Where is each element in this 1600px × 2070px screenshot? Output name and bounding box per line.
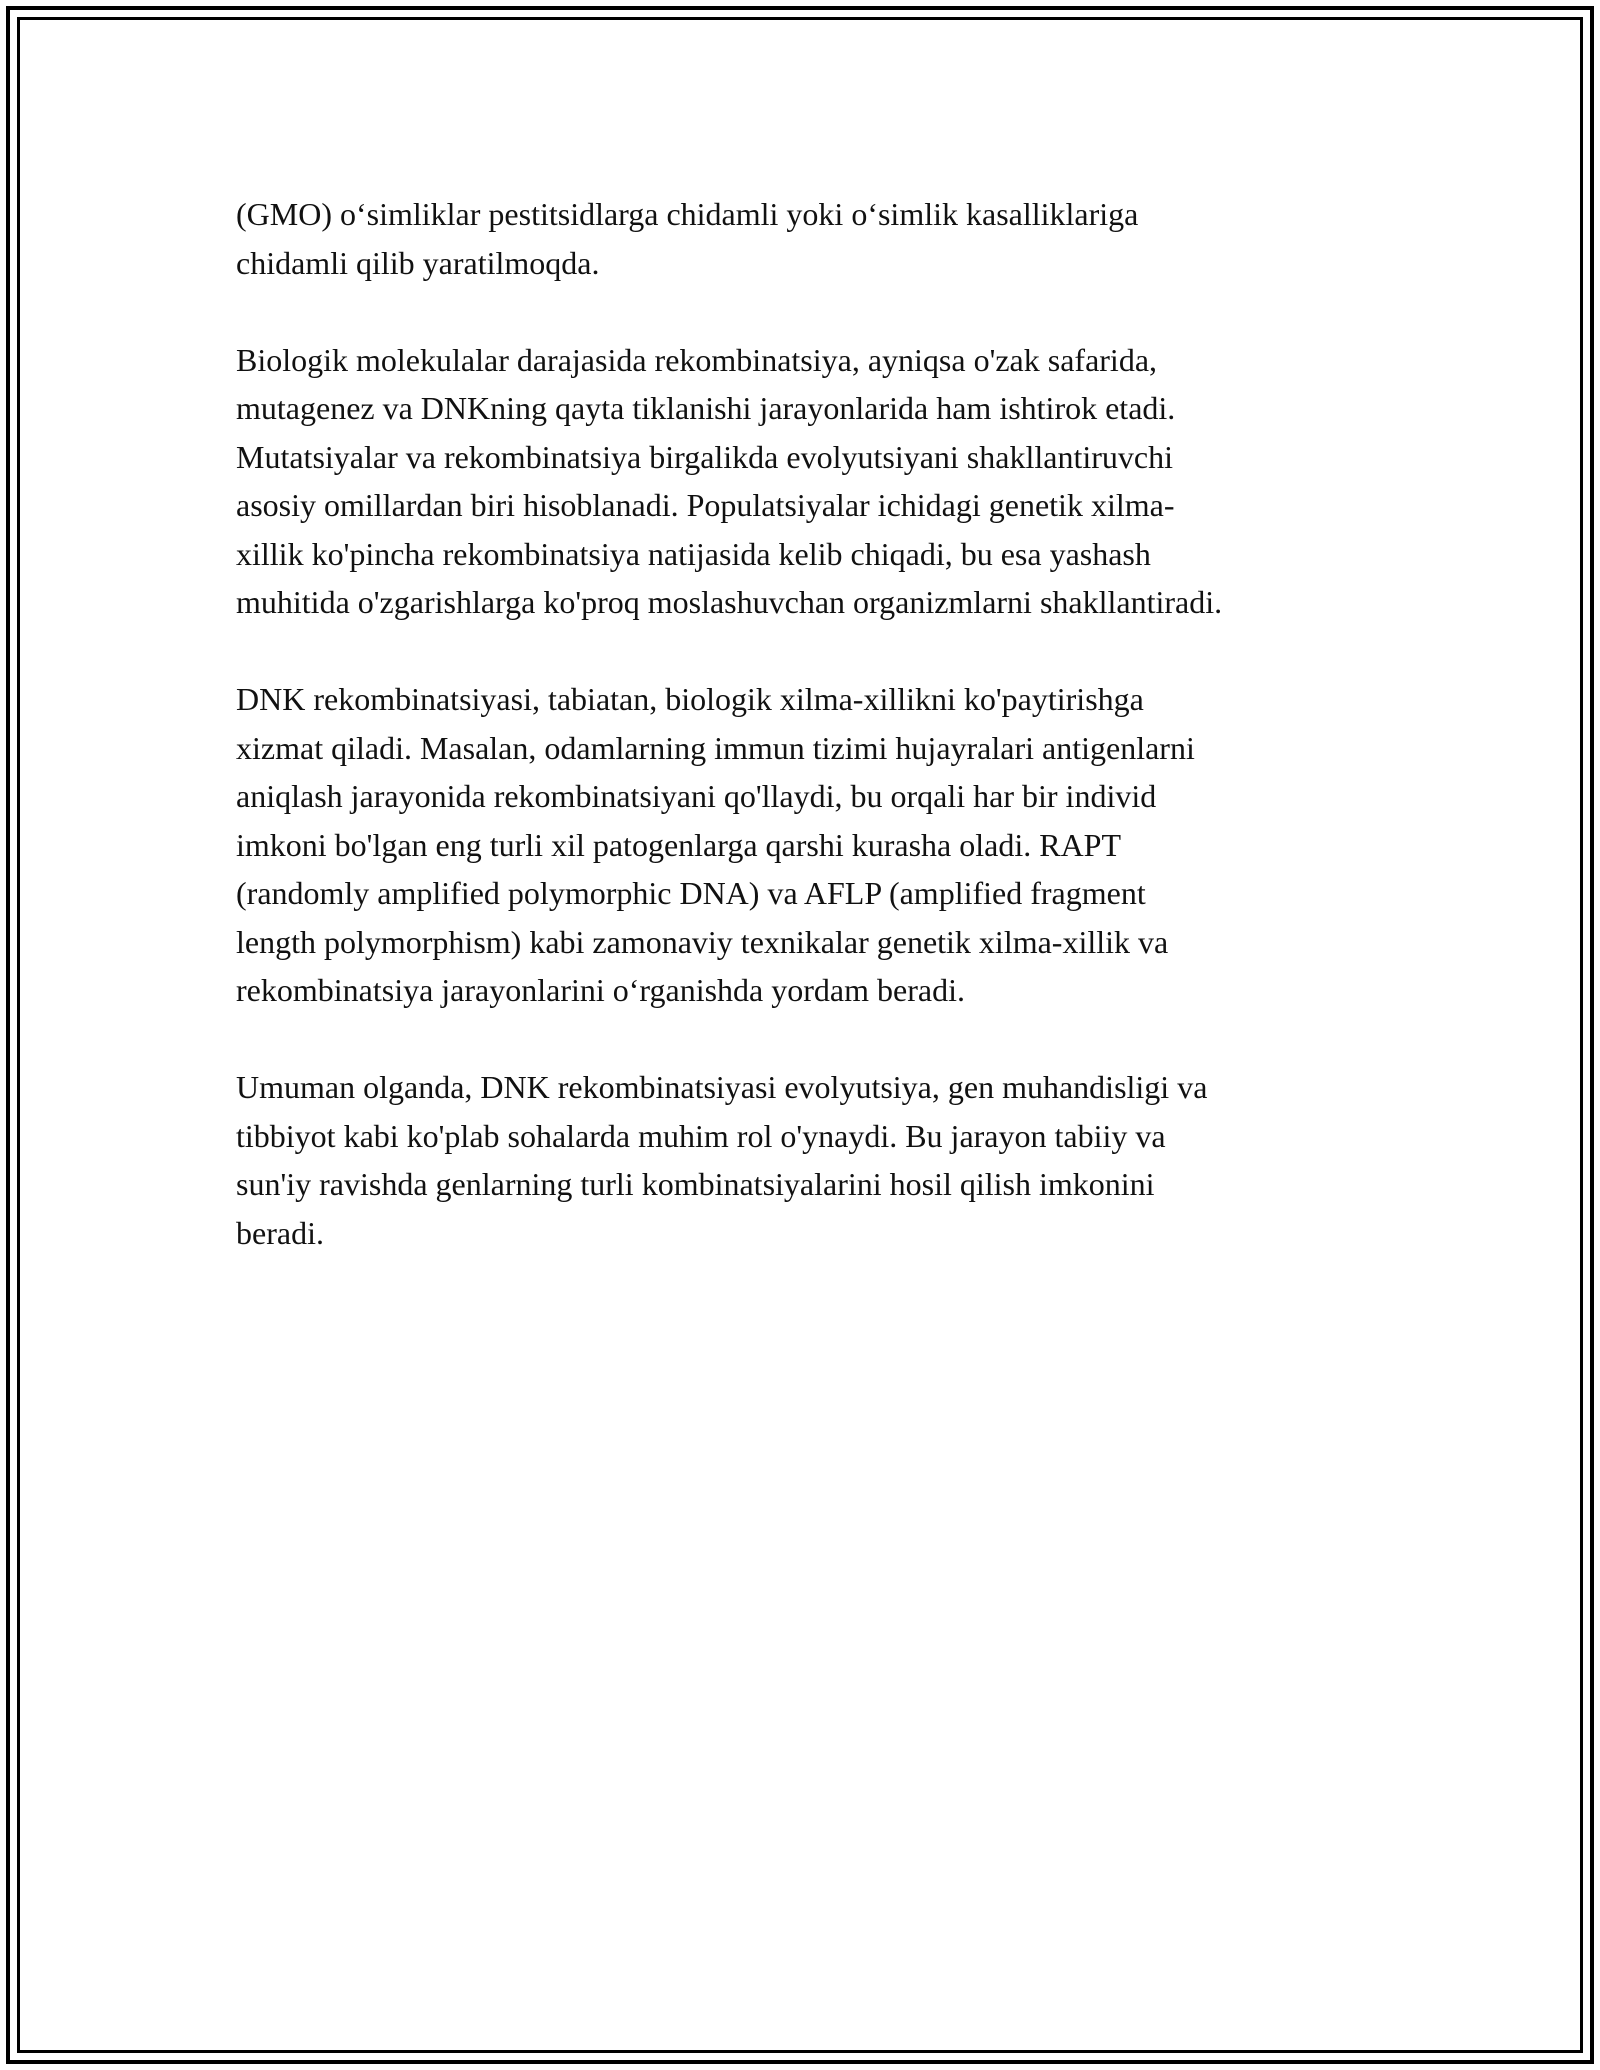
text-line: tibbiyot kabi ko'plab sohalarda muhim rol o'ynaydi. Bu jarayon tabiiy va xyxy=(236,1117,1166,1154)
text-line: Biologik molekulalar darajasida rekombinatsiya, ayniqsa o'zak safarida, xyxy=(236,341,1158,378)
paragraph-molecular-recombination xyxy=(236,336,1396,627)
text-line: chidamli qilib yaratilmoqda. xyxy=(236,244,600,281)
text-line: length polymorphism) kabi zamonaviy texnikalar genetik xilma-xillik va xyxy=(236,923,1169,960)
text-line: beradi. xyxy=(236,1214,324,1251)
text-line: aniqlash jarayonida rekombinatsiyani qo'llaydi, bu orqali har bir individ xyxy=(236,778,1157,814)
text-line: (GMO) o‘simliklar pestitsidlarga chidamli yoki o‘simlik kasalliklariga xyxy=(236,196,1139,232)
paragraph-diversity xyxy=(236,675,1396,1015)
text-line: Mutatsiyalar va rekombinatsiya birgalikda evolyutsiyani shakllantiruvchi xyxy=(236,438,1173,475)
paragraph-gmo xyxy=(236,190,1396,287)
text-line: sun'iy ravishda genlarning turli kombinatsiyalarini hosil qilish imkonini xyxy=(236,1166,1155,1202)
text-line: DNK rekombinatsiyasi, tabiatan, biologik xilma-xillikni ko'paytirishga xyxy=(236,681,1144,717)
text-line: xizmat qiladi. Masalan, odamlarning immun tizimi hujayralari antigenlarni xyxy=(236,729,1195,766)
paragraph-conclusion xyxy=(236,1063,1396,1257)
text-line: mutagenez va DNKning qayta tiklanishi jarayonlarida ham ishtirok etadi. xyxy=(236,390,1176,426)
text-line: (randomly amplified polymorphic DNA) va AFLP (amplified fragment xyxy=(236,875,1146,911)
text-line: rekombinatsiya jarayonlarini o‘rganishda yordam beradi. xyxy=(236,972,965,1008)
text-line: imkoni bo'lgan eng turli xil patogenlarga qarshi kurasha oladi. RAPT xyxy=(236,826,1122,863)
text-line: xillik ko'pincha rekombinatsiya natijasida kelib chiqadi, bu esa yashash xyxy=(236,535,1151,572)
document-body xyxy=(236,190,1396,1306)
text-line: Umuman olganda, DNK rekombinatsiyasi evolyutsiya, gen muhandisligi va xyxy=(236,1069,1208,1105)
text-line: asosiy omillardan biri hisoblanadi. Populatsiyalar ichidagi genetik xilma- xyxy=(236,487,1175,523)
text-line: muhitida o'zgarishlarga ko'proq moslashuvchan organizmlarni shakllantiradi. xyxy=(236,584,1223,620)
